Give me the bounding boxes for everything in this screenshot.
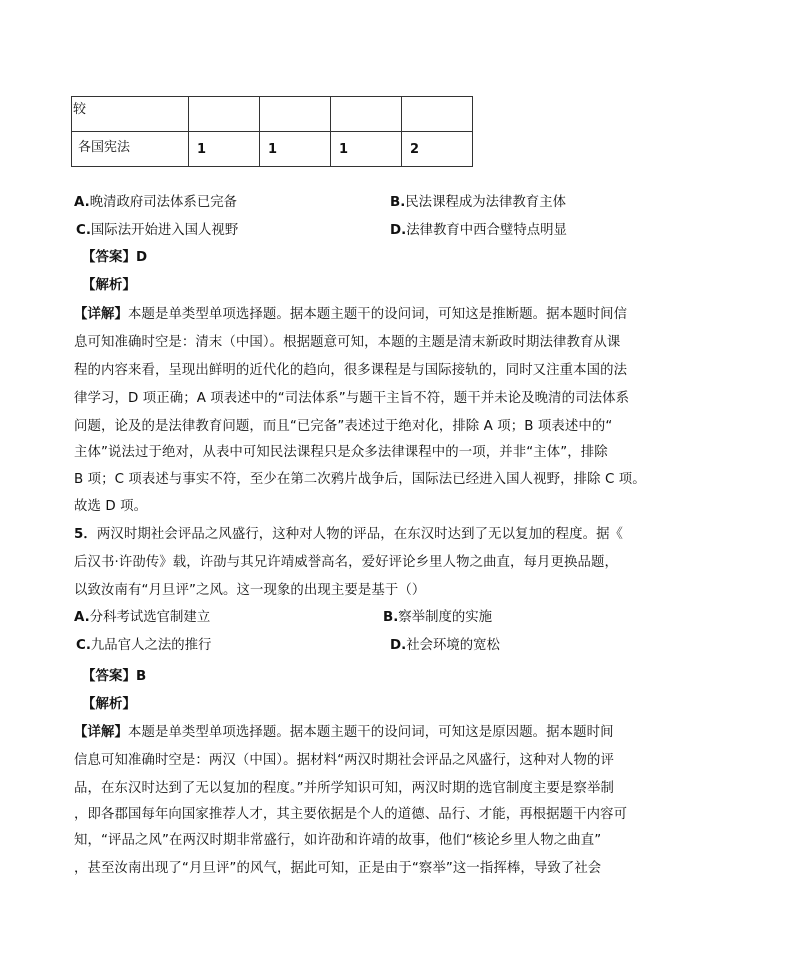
table-cell — [260, 97, 331, 132]
q5-detail-line-5: 知，“评品之风”在两汉时期非常盛行，如许劭和许靖的故事，他们“核论乡里人物之曲直” — [74, 833, 602, 848]
q5-option-a: A.分科考试选官制建立 — [74, 610, 211, 625]
q5-stem-line-3: 以致汝南有“月旦评”之风。这一现象的出现主要是基于（） — [74, 583, 426, 598]
table-cell — [331, 97, 402, 132]
q4-detail-line-8: 故选 D 项。 — [74, 499, 148, 514]
q5-option-c: C.九品官人之法的推行 — [76, 638, 212, 653]
q5-option-d: D.社会环境的宽松 — [390, 638, 500, 653]
q5-option-b: B.察举制度的实施 — [383, 610, 493, 625]
table-cell — [402, 97, 473, 132]
q4-option-b: B.民法课程成为法律教育主体 — [390, 195, 566, 210]
q5-analysis-label: 【解析】 — [82, 697, 136, 712]
table-cell-label: 较 — [72, 97, 189, 132]
table-cell — [189, 97, 260, 132]
q4-option-c: C.国际法开始进入国人视野 — [76, 223, 239, 238]
q5-stem-line-2: 后汉书·许劭传》载，许劭与其兄许靖威誉高名，爱好评论乡里人物之曲直，每月更换品题， — [74, 555, 618, 570]
q5-detail-line-3: 品，在东汉时达到了无以复加的程度。”并所学知识可知，两汉时期的选官制度主要是察举制 — [74, 781, 614, 796]
comparison-table — [71, 96, 473, 167]
table-cell-label: 各国宪法 — [72, 132, 189, 167]
q5-answer: 【答案】B — [82, 669, 147, 684]
q4-detail-line-4: 律学习，D 项正确；A 项表述中的“司法体系”与题干主旨不符，题干并未论及晚清的司法体系 — [74, 391, 630, 406]
q5-detail-line-1: 【详解】本题是单类型单项选择题。据本题主题干的设问词，可知这是原因题。据本题时间 — [74, 725, 614, 740]
table-cell: 1 — [260, 132, 331, 167]
q4-option-d: D.法律教育中西合璧特点明显 — [390, 223, 567, 238]
table-cell: 2 — [402, 132, 473, 167]
q4-detail-line-1: 【详解】本题是单类型单项选择题。据本题主题干的设问词，可知这是推断题。据本题时间信 — [74, 307, 628, 322]
table-row — [72, 132, 473, 167]
table-cell: 1 — [331, 132, 402, 167]
q4-detail-line-2: 息可知准确时空是：清末（中国）。根据题意可知，本题的主题是清末新政时期法律教育从课 — [74, 335, 621, 350]
q4-detail-line-7: B 项；C 项表述与事实不符，至少在第二次鸦片战争后，国际法已经进入国人视野，排除 C 项。 — [74, 472, 646, 487]
q4-answer: 【答案】D — [82, 250, 148, 265]
q4-detail-line-6: 主体”说法过于绝对，从表中可知民法课程只是众多法律课程中的一项，并非“主体”，排除 — [74, 445, 608, 460]
q5-detail-line-2: 信息可知准确时空是：两汉（中国）。据材料“两汉时期社会评品之风盛行，这种对人物的评 — [74, 753, 614, 768]
q4-analysis-label: 【解析】 — [82, 278, 136, 293]
table-row — [72, 97, 473, 132]
q5-stem-line-1: 5．两汉时期社会评品之风盛行，这种对人物的评品，在东汉时达到了无以复加的程度。据《 — [74, 527, 624, 542]
q4-option-a: A.晚清政府司法体系已完备 — [74, 195, 237, 210]
table-cell: 1 — [189, 132, 260, 167]
q4-detail-line-3: 程的内容来看，呈现出鲜明的近代化的趋向，很多课程是与国际接轨的，同时又注重本国的法 — [74, 363, 628, 378]
q5-detail-line-6: ，甚至汝南出现了“月旦评”的风气，据此可知，正是由于“察举”这一指挥棒，导致了社会 — [74, 861, 602, 876]
q5-detail-line-4: ，即各郡国每年向国家推荐人才，其主要依据是个人的道德、品行、才能，再根据题干内容可 — [74, 807, 628, 822]
q4-detail-line-5: 问题，论及的是法律教育问题，而且“已完备”表述过于绝对化，排除 A 项；B 项表述中的“ — [74, 419, 613, 434]
